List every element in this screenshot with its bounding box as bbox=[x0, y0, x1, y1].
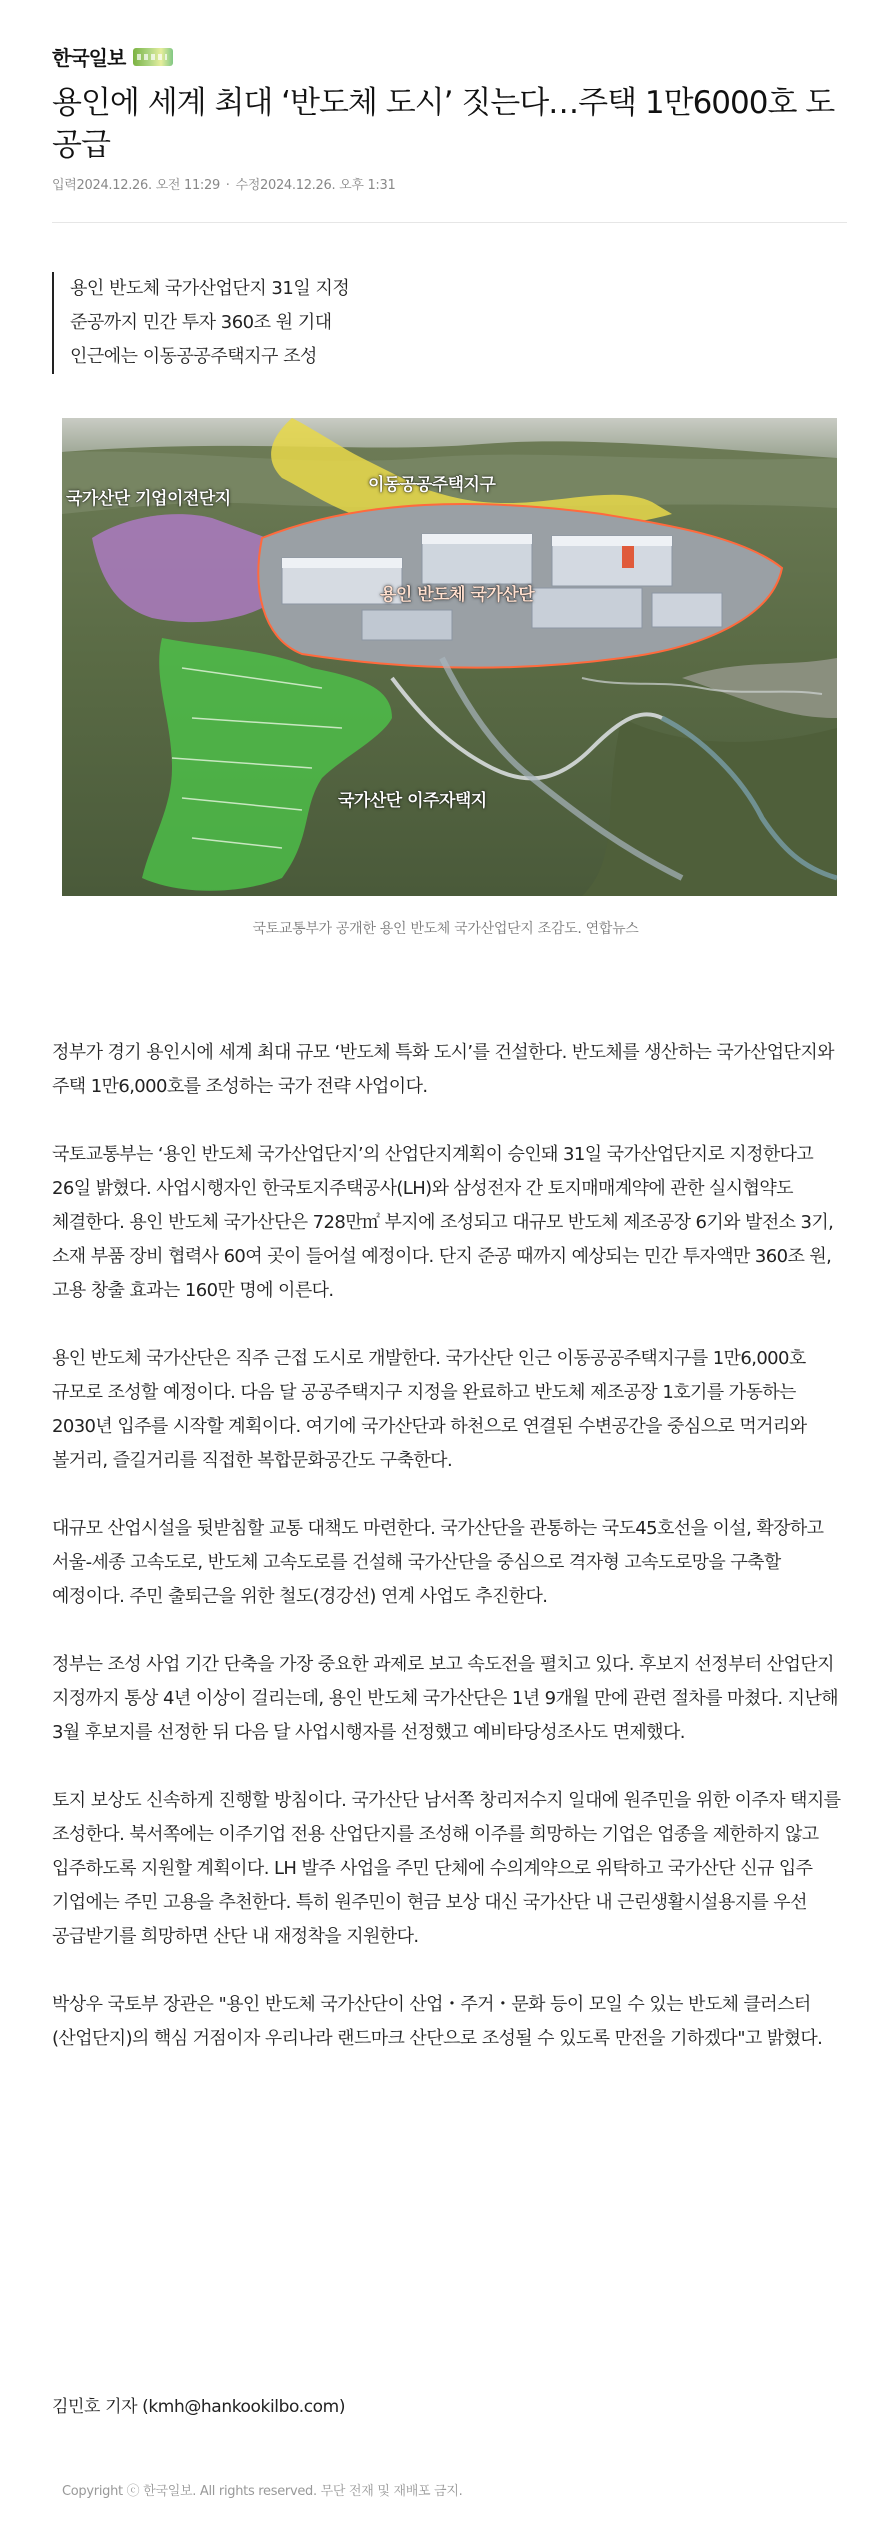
photo-caption: 국토교통부가 공개한 용인 반도체 국가산업단지 조감도. 연합뉴스 bbox=[252, 921, 639, 937]
body-paragraph: 박상우 국토부 장관은 "용인 반도체 국가산단이 산업・주거・문화 등이 모일 수 있는 반도체 클러스터(산업단지)의 핵심 거점이자 우리나라 랜드마크 산단으로 조성될 수 있도록 만전을 기하겠다"고 밝혔다. bbox=[52, 1994, 823, 2049]
body-paragraph: 정부가 경기 용인시에 세계 최대 규모 ‘반도체 특화 도시’를 건설한다. 반도체를 생산하는 국가산업단지와 주택 1만6,000호를 조성하는 국가 전략 사업이다. bbox=[52, 1042, 834, 1097]
copyright-notice: Copyright ⓒ 한국일보. All rights reserved. 무단 전재 및 재배포 금지. bbox=[62, 2484, 463, 2499]
body-paragraph: 정부는 조성 사업 기간 단축을 가장 중요한 과제로 보고 속도전을 펼치고 있다. 후보지 선정부터 산업단지 지정까지 통상 4년 이상이 걸리는데, 용인 반도체 국가산단은 1년 9개월 만에 관련 절차를 마쳤다. 지난해 3월 후보지를 선정한 뒤 다음 달 사업시행자를 선정했고 예비타당성조사도 면제했다. bbox=[52, 1654, 839, 1743]
masthead[interactable] bbox=[52, 42, 173, 71]
body-paragraph: 국토교통부는 ‘용인 반도체 국가산업단지’의 산업단지계획이 승인돼 31일 국가산업단지로 지정한다고 26일 밝혔다. 사업시행자인 한국토지주택공사(LH)와 삼성전자 간 토지매매계약에 관한 실시협약도 체결한다. 용인 반도체 국가산단은 728만㎡ 부지에 조성되고 대규모 반도체 제조공장 6기와 발전소 3기, 소재 부품 장비 협력사 60여 곳이 들어설 예정이다. 단지 준공 때까지 예상되는 민간 투자액만 360조 원, 고용 창출 효과는 160만 명에 이른다. bbox=[52, 1144, 834, 1301]
published-time: 2024.12.26. 오전 11:29 bbox=[76, 178, 220, 193]
dateline-separator: · bbox=[225, 178, 230, 193]
article-body bbox=[52, 1036, 847, 2090]
relocation-zone-label: 국가산단 기업이전단지 bbox=[66, 489, 231, 509]
header-divider bbox=[52, 222, 847, 223]
housing-zone-label: 이동공공주택지구 bbox=[368, 475, 496, 495]
article-headline: 용인에 세계 최대 ‘반도체 도시’ 짓는다…주택 1만6000호 도 공급 bbox=[52, 85, 835, 163]
body-paragraph: 대규모 산업시설을 뒷받침할 교통 대책도 마련한다. 국가산단을 관통하는 국도45호선을 이설, 확장하고 서울-세종 고속도로, 반도체 고속도로를 건설해 국가산단을 중심으로 격자형 고속도로망을 구축할 예정이다. 주민 출퇴근을 위한 철도(경강선) 연계 사업도 추진한다. bbox=[52, 1518, 824, 1607]
press-logo[interactable]: 한국일보 bbox=[52, 46, 126, 70]
body-paragraph: 토지 보상도 신속하게 진행할 방침이다. 국가산단 남서쪽 창리저수지 일대에 원주민을 위한 이주자 택지를 조성한다. 북서쪽에는 이주기업 전용 산업단지를 조성해 이주를 희망하는 기업은 업종을 제한하지 않고 입주하도록 지원할 계획이다. LH 발주 사업을 주민 단체에 수의계약으로 위탁하고 국가산단 신규 입주 기업에는 주민 고용을 추천한다. 특히 원주민이 현금 보상 대신 국가산단 내 근린생활시설용지를 우선 공급받기를 희망하면 산단 내 재정착을 지원한다. bbox=[52, 1790, 841, 1947]
resettlement-zone-label: 국가산단 이주자택지 bbox=[338, 791, 487, 811]
updated-time: 2024.12.26. 오후 1:31 bbox=[260, 178, 396, 193]
article-summary bbox=[52, 272, 349, 374]
article-photo[interactable] bbox=[62, 418, 837, 896]
body-paragraph: 용인 반도체 국가산단은 직주 근접 도시로 개발한다. 국가산단 인근 이동공공주택지구를 1만6,000호 규모로 조성할 예정이다. 다음 달 공공주택지구 지정을 완료하고 반도체 제조공장 1호기를 가동하는 2030년 입주를 시작할 계획이다. 여기에 국가산단과 하천으로 연결된 수변공간을 중심으로 먹거리와 볼거리, 즐길거리를 직접한 복합문화공간도 구축한다. bbox=[52, 1348, 807, 1471]
article-dateline bbox=[52, 174, 395, 193]
anniversary-badge-icon bbox=[133, 48, 173, 66]
published-label: 입력 bbox=[52, 178, 77, 193]
summary-line: 준공까지 민간 투자 360조 원 기대 bbox=[70, 312, 332, 333]
updated-label: 수정 bbox=[235, 178, 261, 193]
summary-line: 인근에는 이동공공주택지구 조성 bbox=[70, 346, 317, 367]
reporter-byline[interactable]: 김민호 기자 (kmh@hankookilbo.com) bbox=[52, 2397, 346, 2417]
main-complex-label: 용인 반도체 국가산단 bbox=[380, 585, 535, 605]
summary-line: 용인 반도체 국가산업단지 31일 지정 bbox=[70, 278, 350, 299]
